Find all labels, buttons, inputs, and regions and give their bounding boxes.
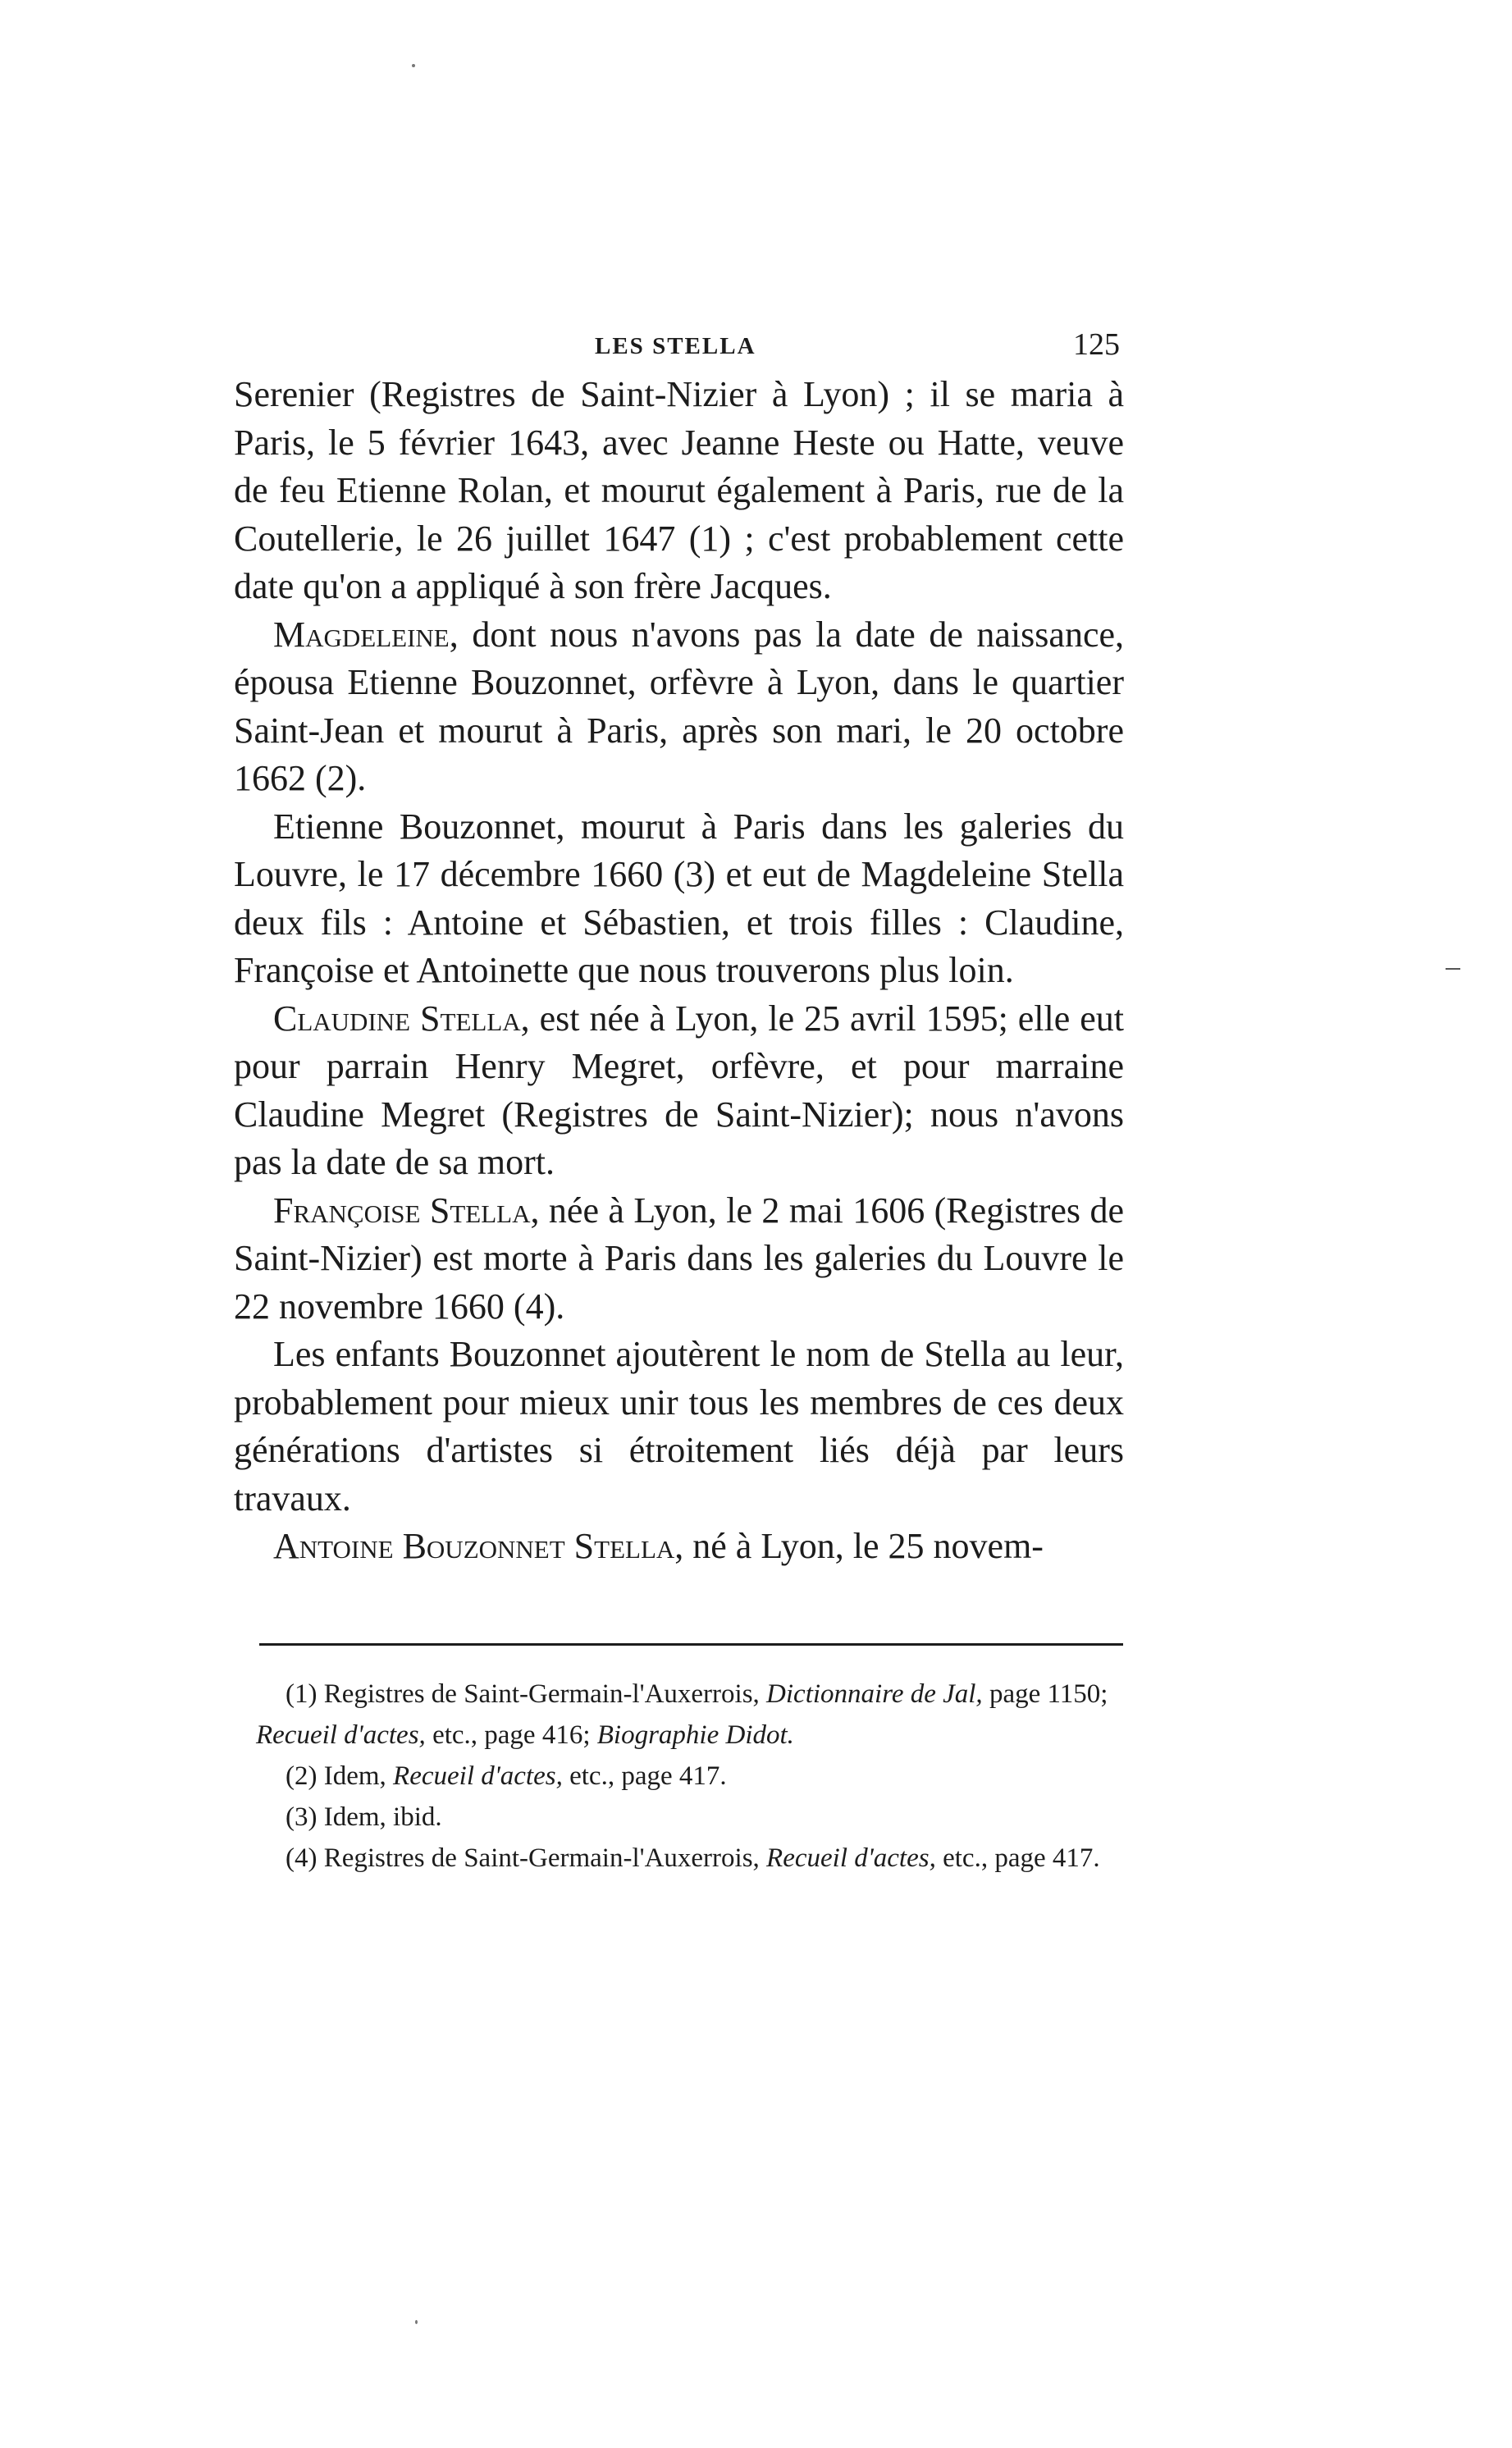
footnote-2-italic-recueil: Recueil d'actes,	[393, 1761, 563, 1791]
name-claudine-stella: Claudine Stella,	[273, 998, 530, 1039]
footnote-2-text: (2) Idem,	[285, 1761, 394, 1791]
paragraph-claudine-text: est née à Lyon, le 25 avril 1595; elle eut pour parrain Henry Megret, orfèvre, et pour marraine Claudine Megret (Registres de Saint-Nizier); nous n'avons pas la date de sa mort.	[234, 998, 1124, 1182]
footnote-1-italic-biographie: Biographie Didot.	[596, 1720, 794, 1750]
footnote-4-text: (4) Registres de Saint-Germain-l'Auxerrois,	[285, 1843, 767, 1873]
paragraph-francoise-text: née à Lyon, le 2 mai 1606 (Registres de Saint-Nizier) est morte à Paris dans les galeries du Louvre le 22 novembre 1660 (4).	[234, 1190, 1124, 1327]
footnote-4	[256, 1838, 1126, 1879]
footnote-1	[256, 1674, 1126, 1756]
scan-speck	[412, 64, 415, 67]
footnote-1-text: (1) Registres de Saint-Germain-l'Auxerrois,	[285, 1679, 767, 1709]
running-head	[234, 322, 1120, 371]
paragraph-enfants-bouzonnet: Les enfants Bouzonnet ajoutèrent le nom de Stella au leur, probablement pour mieux unir tous les membres de ces deux générations d'artistes si étroitement liés déjà par leurs travaux.	[234, 1334, 1124, 1519]
paragraph-etienne-bouzonnet: Etienne Bouzonnet, mourut à Paris dans les galeries du Louvre, le 17 décembre 1660 (3) et eut de Magdeleine Stella deux fils : Antoine et Sébastien, et trois filles : Claudine, Françoise et Antoinette que nous trouverons plus loin.	[234, 806, 1124, 990]
footnote-1-text-page: page 1150;	[982, 1679, 1108, 1709]
paragraph-claudine	[234, 995, 1124, 1187]
body-text	[234, 371, 1124, 1571]
paragraph-francoise	[234, 1187, 1124, 1331]
running-title: LES STELLA	[595, 333, 756, 359]
name-magdeleine: Magdeleine,	[273, 614, 459, 655]
name-antoine-bouzonnet-stella: Antoine Bouzonnet Stella,	[273, 1526, 684, 1566]
footnote-1-text-etc: etc., page 416;	[425, 1720, 597, 1750]
paragraph-magdeleine	[234, 611, 1124, 803]
page-number: 125	[1073, 327, 1120, 362]
paragraph-magdeleine-text: dont nous n'avons pas la date de naissance, épousa Etienne Bouzonnet, orfèvre à Lyon, dans le quartier Saint-Jean et mourut à Paris, après son mari, le 20 octobre 1662 (2).	[234, 614, 1124, 798]
scan-speck	[415, 2320, 418, 2324]
footnote-1-italic-recueil: Recueil d'actes,	[256, 1720, 426, 1750]
margin-mark	[1446, 968, 1460, 970]
footnote-4-text-etc: etc., page 417.	[935, 1843, 1100, 1873]
footnote-2	[256, 1756, 1126, 1797]
footnotes	[256, 1674, 1126, 1879]
paragraph-antoine	[234, 1523, 1124, 1571]
name-francoise-stella: Françoise Stella,	[273, 1190, 540, 1231]
footnote-3: (3) Idem, ibid.	[285, 1802, 442, 1832]
footnote-1-italic-dictionnaire: Dictionnaire de Jal,	[766, 1679, 983, 1709]
footnote-rule	[259, 1643, 1123, 1646]
footnote-2-text-etc: etc., page 417.	[562, 1761, 727, 1791]
footnote-4-italic-recueil: Recueil d'actes,	[766, 1843, 936, 1873]
paragraph-serenier: Serenier (Registres de Saint-Nizier à Lyon) ; il se maria à Paris, le 5 février 1643, avec Jeanne Heste ou Hatte, veuve de feu Etienne Rolan, et mourut également à Paris, rue de la Coutellerie, le 26 juillet 1647 (1) ; c'est probablement cette date qu'on a appliqué à son frère Jacques.	[234, 374, 1124, 606]
paragraph-antoine-text: né à Lyon, le 25 novem-	[683, 1526, 1044, 1566]
